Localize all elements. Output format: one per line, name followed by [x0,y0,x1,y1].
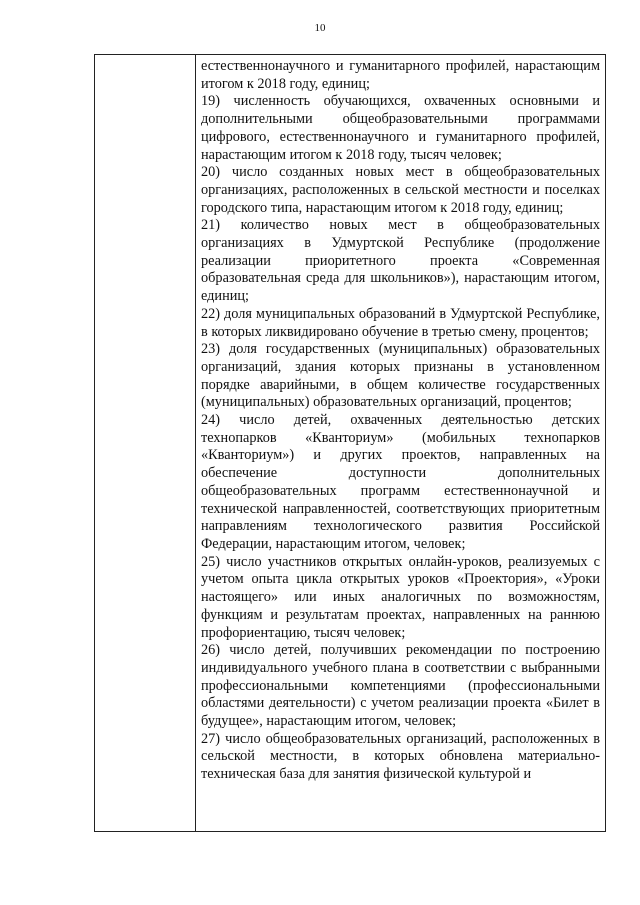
list-item: 24) число детей, охваченных деятельностью детских технопарков «Кванториум» (мобильных технопарков «Кванториум») и других проектов, направленных на обеспечение доступности дополнительных общеобразовательных программ естественнонаучной и технической направленностей, соответствующих приоритетным направлениям технологического развития Российской Федерации, нарастающим итогом, человек; [201,412,600,552]
list-item: 19) численность обучающихся, охваченных основными и дополнительными общеобразовательными программами цифрового, естественнонаучного и гуманитарного профилей, нарастающим итогом к 2018 году, тысяч человек; [201,93,600,163]
list-item: 23) доля государственных (муниципальных) образовательных организаций, здания которых признаны в установленном порядке аварийными, в общем количестве государственных (муниципальных) образовательных организаций, процентов; [201,341,600,411]
list-item: 21) количество новых мест в общеобразовательных организациях в Удмуртской Республике (продолжение реализации приоритетного проекта «Современная образовательная среда для школьников»), нарастающим итогом, единиц; [201,217,600,305]
list-item: 25) число участников открытых онлайн-уроков, реализуемых с учетом опыта цикла открытых уроков «Проектория», «Уроки настоящего» или иных аналогичных по возможностям, функциям и результатам проектах, направленных на раннюю профориентацию, тысяч человек; [201,553,600,641]
list-item: 20) число созданных новых мест в общеобразовательных организациях, расположенных в сельской местности и поселках городского типа, нарастающим итогом к 2018 году, единиц; [201,164,600,216]
list-item: естественнонаучного и гуманитарного профилей, нарастающим итогом к 2018 году, единиц; [201,58,600,92]
page-number: 10 [314,22,326,34]
column-divider [195,54,196,832]
list-item: 22) доля муниципальных образований в Удмуртской Республике, в которых ликвидировано обучение в третью смену, процентов; [201,305,600,340]
list-item: 27) число общеобразовательных организаций, расположенных в сельской местности, в которых обновлена материально-техническая база для занятия физической культурой и [201,730,600,783]
content-cell [201,58,600,830]
list-item: 26) число детей, получивших рекомендации по построению индивидуального учебного плана в соответствии с выбранными профессиональными компетенциями (профессиональными областями деятельности) с учетом реализации проекта «Билет в будущее», нарастающим итогом, человек; [201,642,600,730]
